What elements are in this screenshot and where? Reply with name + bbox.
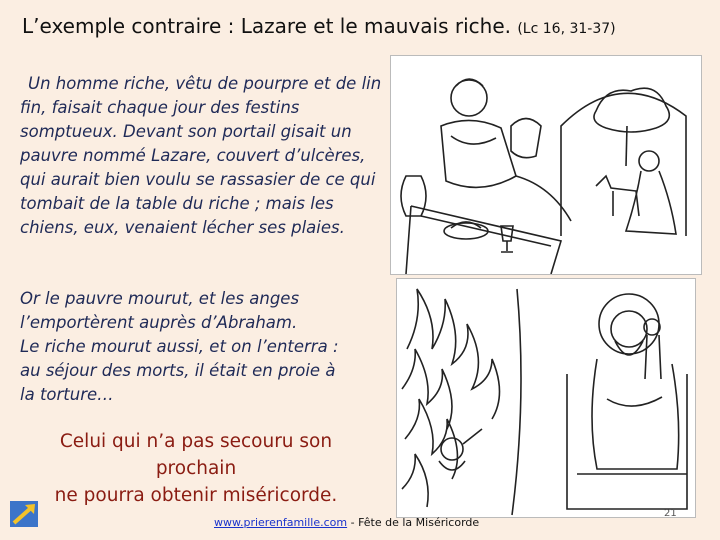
title-reference: (Lc 16, 31-37) [517,21,616,37]
page-number: 21 [664,508,677,519]
feast-illustration [390,55,702,275]
story-line: l’emportèrent auprès d’Abraham. [20,313,298,332]
story-paragraph-2 [20,287,380,407]
footer [214,516,479,529]
story-line: Or le pauvre mourut, et les anges [20,289,300,308]
footer-separator: - [347,516,359,529]
arrow-logo-icon [8,497,42,531]
story-line: la torture… [20,385,114,404]
footer-text: Fête de la Miséricorde [358,516,480,529]
slide-title [22,14,616,38]
moral-line: Celui qui n’a pas secouru son [59,431,333,452]
title-main: L’exemple contraire : Lazare et le mauvais riche. [22,14,511,38]
moral-line: prochain [155,458,237,479]
story-line: au séjour des morts, il était en proie à [20,361,336,380]
moral-statement [26,428,366,509]
story-paragraph-1: Un homme riche, vêtu de pourpre et de lin fin, faisait chaque jour des festins somptueux. Devant son portail gisait un pauvre nommé Lazare, couvert d’ulcères, qui aurait bien voulu se rassasier de ce qui tombait de la table du riche ; mais les chiens, eux, venaient lécher ses plaies. [20,74,382,237]
story-line: Le riche mourut aussi, et on l’enterra : [20,337,339,356]
website-link[interactable]: www.prierenfamille.com [214,516,348,529]
abraham-illustration [396,278,696,518]
moral-line: ne pourra obtenir miséricorde. [54,485,338,506]
